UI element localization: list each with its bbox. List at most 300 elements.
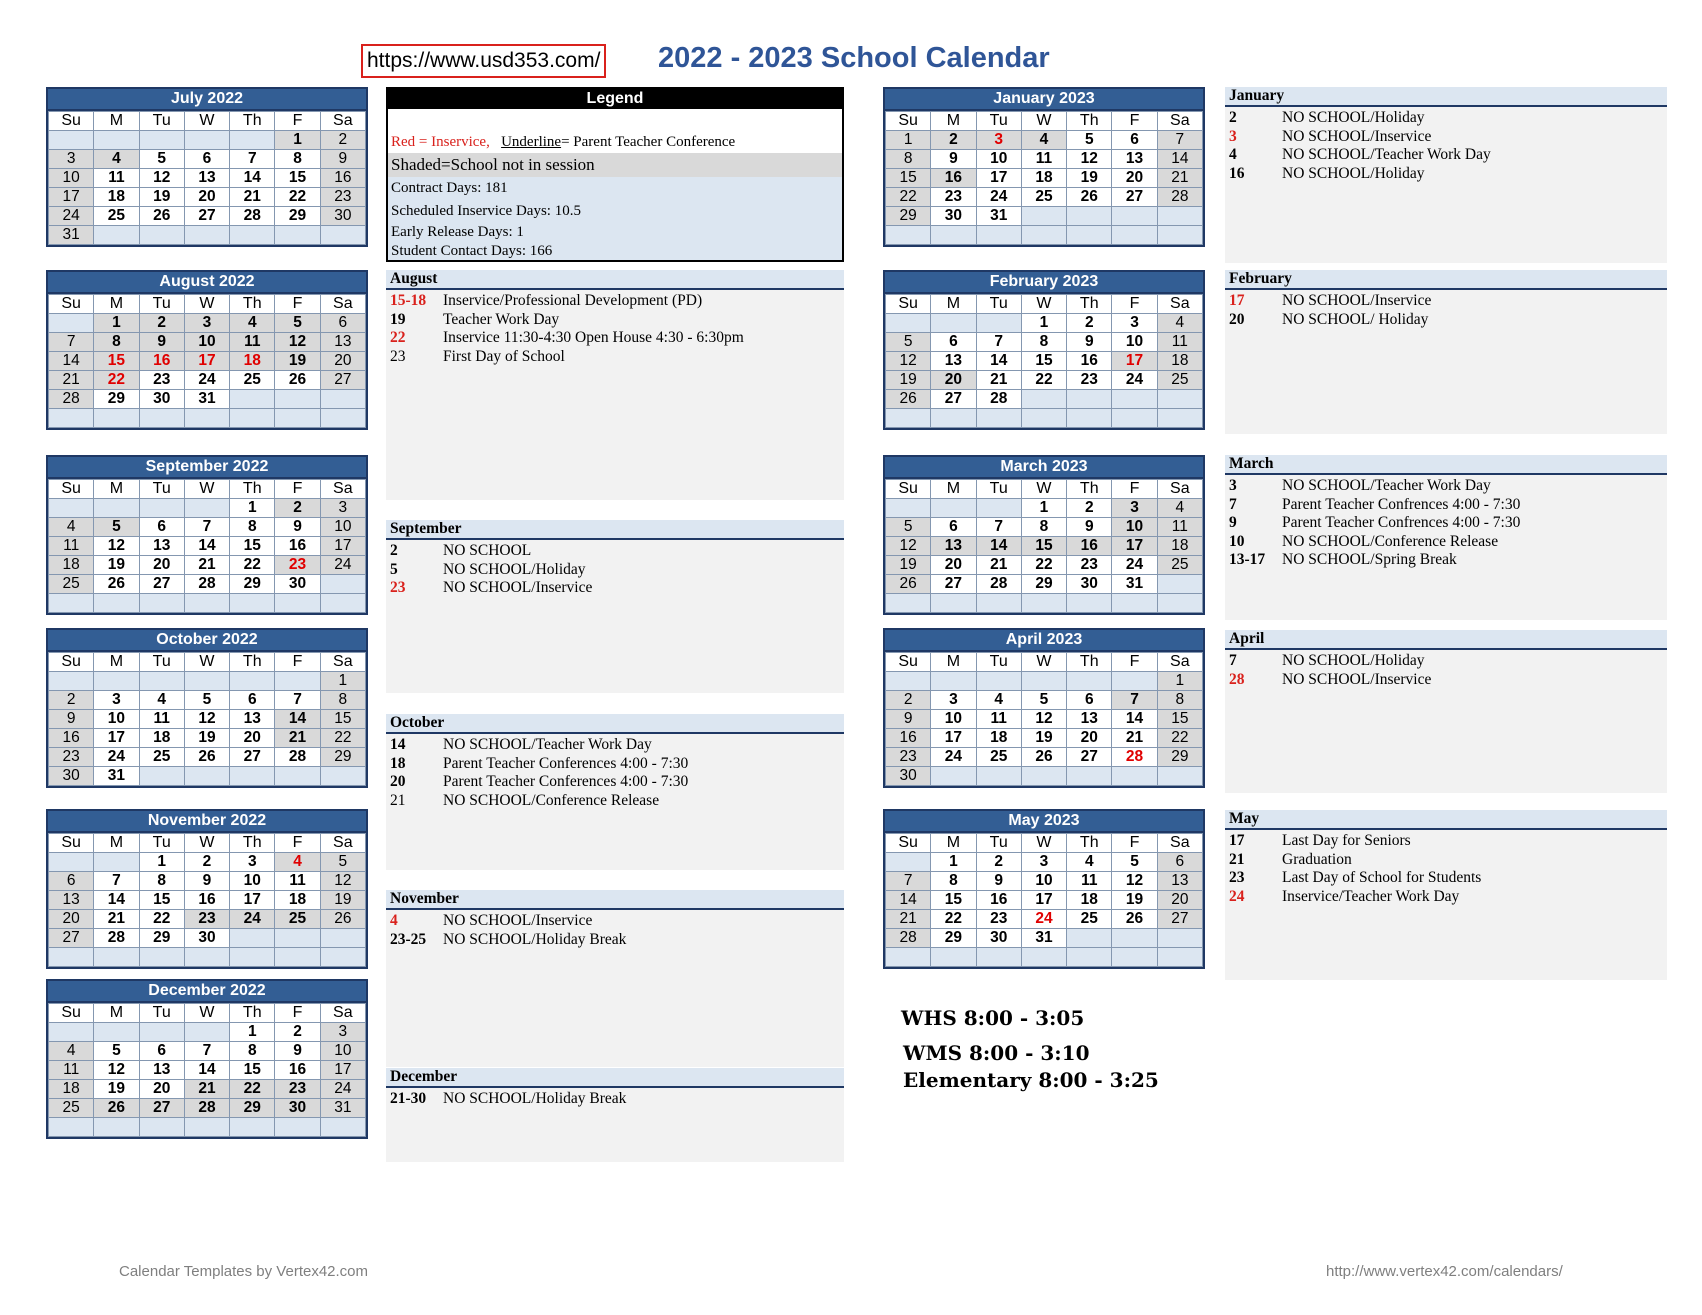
calendar-day: 7	[230, 150, 275, 169]
calendar-day: 11	[94, 169, 139, 188]
calendar-day: 11	[49, 1061, 94, 1080]
calendar-month-title: January 2023	[885, 89, 1203, 111]
calendar-day: 7	[275, 691, 320, 710]
weekday-header: Th	[1067, 295, 1112, 314]
weekday-header: W	[1021, 653, 1066, 672]
calendar-empty-cell	[1157, 390, 1202, 409]
weekday-header: Sa	[320, 295, 365, 314]
calendar-day: 4	[49, 1042, 94, 1061]
weekday-header: Th	[1067, 112, 1112, 131]
calendar-day: 11	[1157, 518, 1202, 537]
calendar-day: 27	[1157, 910, 1202, 929]
weekday-header: F	[1112, 653, 1157, 672]
weekday-header: F	[1112, 112, 1157, 131]
calendar-empty-cell	[230, 767, 275, 786]
calendar-day: 29	[931, 929, 976, 948]
calendar-empty-cell	[1021, 767, 1066, 786]
calendar-day: 18	[976, 729, 1021, 748]
calendar-month-title: March 2023	[885, 457, 1203, 479]
calendar-empty-cell	[184, 767, 229, 786]
calendar-day: 5	[886, 333, 931, 352]
event-date: 19	[390, 310, 406, 328]
calendar-day: 4	[94, 150, 139, 169]
legend-key-row	[388, 131, 842, 153]
calendar-day: 21	[1157, 169, 1202, 188]
school-url-link[interactable]: https://www.usd353.com/	[361, 44, 606, 78]
weekday-header: Tu	[139, 834, 184, 853]
event-description: NO SCHOOL/Teacher Work Day	[1282, 146, 1491, 163]
calendar-empty-cell	[49, 409, 94, 428]
event-date: 3	[1229, 477, 1237, 494]
calendar-day: 16	[139, 352, 184, 371]
event-description: NO SCHOOL/Conference Release	[1282, 532, 1499, 550]
calendar-day: 14	[184, 1061, 229, 1080]
calendar-day: 17	[49, 188, 94, 207]
calendar-empty-cell	[1112, 594, 1157, 613]
calendar-day: 30	[275, 575, 320, 594]
calendar-day: 17	[94, 729, 139, 748]
calendar-day: 4	[49, 518, 94, 537]
calendar-day: 5	[94, 518, 139, 537]
calendar-day: 5	[275, 314, 320, 333]
event-date: 4	[390, 912, 398, 929]
calendar-empty-cell	[230, 390, 275, 409]
calendar-empty-cell	[886, 672, 931, 691]
calendar-empty-cell	[49, 1023, 94, 1042]
calendar-day: 6	[139, 518, 184, 537]
event-date: 20	[1229, 310, 1245, 328]
calendar-day: 7	[886, 872, 931, 891]
calendar-empty-cell	[275, 594, 320, 613]
calendar-day: 14	[230, 169, 275, 188]
events-april	[1225, 630, 1667, 793]
event-description: Teacher Work Day	[443, 310, 560, 328]
calendar-month-title: October 2022	[48, 630, 366, 652]
calendar-empty-cell	[184, 131, 229, 150]
calendar-day: 25	[49, 1099, 94, 1118]
event-date: 13-17	[1229, 551, 1266, 568]
calendar-day: 19	[184, 729, 229, 748]
event-description: NO SCHOOL/Inservice	[1282, 127, 1432, 145]
calendar-month-title: July 2022	[48, 89, 366, 111]
calendar-empty-cell	[49, 1118, 94, 1137]
calendar-day: 3	[320, 499, 365, 518]
weekday-header: Th	[230, 480, 275, 499]
event-date: 23	[390, 579, 406, 596]
calendar-day: 29	[1021, 575, 1066, 594]
weekday-header: Th	[230, 295, 275, 314]
calendar-day: 5	[1021, 691, 1066, 710]
calendar-day: 12	[275, 333, 320, 352]
calendar-day: 1	[1021, 314, 1066, 333]
calendar-day: 11	[1157, 333, 1202, 352]
calendar-day: 30	[931, 207, 976, 226]
legend-panel	[386, 87, 844, 262]
weekday-header: M	[931, 295, 976, 314]
calendar-day: 19	[320, 891, 365, 910]
calendar-empty-cell	[1112, 929, 1157, 948]
calendar-day: 6	[49, 872, 94, 891]
event-date: 23	[390, 347, 406, 365]
legend-shaded: Shaded=School not in session	[388, 153, 842, 177]
weekday-header: W	[184, 295, 229, 314]
calendar-day: 4	[1157, 314, 1202, 333]
calendar-day: 30	[139, 390, 184, 409]
calendar-empty-cell	[1021, 948, 1066, 967]
calendar-day: 26	[94, 1099, 139, 1118]
calendar-empty-cell	[275, 767, 320, 786]
calendar-empty-cell	[139, 672, 184, 691]
calendar-empty-cell	[230, 948, 275, 967]
calendar-day: 28	[49, 390, 94, 409]
calendar-day: 24	[320, 556, 365, 575]
calendar-empty-cell	[320, 409, 365, 428]
calendar-day: 28	[94, 929, 139, 948]
weekday-header: Sa	[320, 834, 365, 853]
events-month-title: August	[386, 270, 844, 290]
calendar-empty-cell	[1157, 226, 1202, 245]
calendar-day: 23	[275, 1080, 320, 1099]
event-description: Parent Teacher Conferences 4:00 - 7:30	[443, 754, 689, 772]
calendar-day: 29	[275, 207, 320, 226]
weekday-header: Tu	[976, 834, 1021, 853]
calendar-day: 17	[320, 1061, 365, 1080]
calendar-month-title: February 2023	[885, 272, 1203, 294]
events-month-title: September	[386, 520, 844, 540]
weekday-header: W	[184, 112, 229, 131]
calendar-empty-cell	[1112, 226, 1157, 245]
weekday-header: Th	[1067, 834, 1112, 853]
weekday-header: W	[184, 480, 229, 499]
calendar-day: 9	[886, 710, 931, 729]
calendar-day: 15	[230, 1061, 275, 1080]
calendar-day: 26	[1021, 748, 1066, 767]
calendar-day: 14	[49, 352, 94, 371]
weekday-header: F	[275, 1004, 320, 1023]
calendar-empty-cell	[976, 672, 1021, 691]
calendar-day: 20	[931, 371, 976, 390]
calendar-day: 23	[139, 371, 184, 390]
calendar-day: 12	[139, 169, 184, 188]
calendar-day: 31	[976, 207, 1021, 226]
calendar-day: 16	[886, 729, 931, 748]
calendar-day: 26	[275, 371, 320, 390]
event-description: NO SCHOOL/ Holiday	[1282, 310, 1429, 328]
weekday-header: Sa	[1157, 480, 1202, 499]
event-description: NO SCHOOL/Holiday Break	[443, 930, 627, 948]
event-description: NO SCHOOL/Holiday	[1282, 652, 1425, 669]
calendar-day: 17	[1021, 891, 1066, 910]
calendar-day: 25	[1067, 910, 1112, 929]
calendar-day: 7	[1112, 691, 1157, 710]
calendar-empty-cell	[1157, 409, 1202, 428]
calendar-empty-cell	[184, 409, 229, 428]
weekday-header: Tu	[139, 112, 184, 131]
weekday-header: Sa	[1157, 295, 1202, 314]
calendar-day: 10	[320, 1042, 365, 1061]
events-month-title: October	[386, 714, 844, 734]
event-description: Parent Teacher Conferences 4:00 - 7:30	[443, 773, 689, 790]
calendar-day: 29	[1157, 748, 1202, 767]
weekday-header: M	[94, 480, 139, 499]
calendar-empty-cell	[1112, 948, 1157, 967]
calendar-december-2022	[46, 979, 368, 1139]
hours-elementary: Elementary 8:00 - 3:25	[903, 1068, 1159, 1092]
calendar-day: 28	[976, 575, 1021, 594]
calendar-day: 29	[320, 748, 365, 767]
event-date: 4	[1229, 146, 1237, 163]
calendar-day: 25	[1021, 188, 1066, 207]
calendar-day: 25	[230, 371, 275, 390]
events-january	[1225, 87, 1667, 263]
calendar-empty-cell	[94, 1023, 139, 1042]
calendar-day: 18	[94, 188, 139, 207]
calendar-empty-cell	[94, 948, 139, 967]
calendar-day: 10	[1021, 872, 1066, 891]
calendar-empty-cell	[1112, 672, 1157, 691]
footer-link[interactable]: http://www.vertex42.com/calendars/	[1326, 1263, 1563, 1280]
event-description: NO SCHOOL/Holiday	[1282, 164, 1425, 182]
calendar-empty-cell	[1067, 594, 1112, 613]
calendar-day: 2	[275, 1023, 320, 1042]
calendar-day: 27	[931, 390, 976, 409]
event-date: 5	[390, 560, 398, 578]
calendar-day: 3	[1112, 314, 1157, 333]
calendar-empty-cell	[230, 672, 275, 691]
calendar-empty-cell	[886, 226, 931, 245]
calendar-empty-cell	[1157, 207, 1202, 226]
calendar-day: 24	[976, 188, 1021, 207]
calendar-day: 8	[230, 518, 275, 537]
calendar-day: 23	[976, 910, 1021, 929]
calendar-day: 10	[976, 150, 1021, 169]
weekday-header: Th	[230, 112, 275, 131]
calendar-empty-cell	[1067, 226, 1112, 245]
calendar-day: 13	[1112, 150, 1157, 169]
calendar-empty-cell	[1021, 594, 1066, 613]
calendar-may-2023	[883, 809, 1205, 969]
calendar-empty-cell	[1067, 929, 1112, 948]
calendar-day: 10	[320, 518, 365, 537]
calendar-month-title: August 2022	[48, 272, 366, 294]
weekday-header: M	[931, 112, 976, 131]
page-title: 2022 - 2023 School Calendar	[658, 42, 1050, 74]
event-description: NO SCHOOL/Conference Release	[443, 791, 660, 809]
event-description: Parent Teacher Confrences 4:00 - 7:30	[1282, 514, 1521, 531]
event-date: 28	[1229, 670, 1245, 688]
calendar-empty-cell	[976, 226, 1021, 245]
calendar-day: 22	[139, 910, 184, 929]
calendar-day: 16	[1067, 352, 1112, 371]
calendar-day: 31	[94, 767, 139, 786]
calendar-day: 16	[49, 729, 94, 748]
calendar-day: 18	[230, 352, 275, 371]
calendar-empty-cell	[94, 672, 139, 691]
calendar-day: 21	[275, 729, 320, 748]
calendar-day: 19	[1067, 169, 1112, 188]
calendar-day: 18	[1157, 537, 1202, 556]
weekday-header: Tu	[976, 295, 1021, 314]
weekday-header: Su	[49, 653, 94, 672]
calendar-day: 1	[1021, 499, 1066, 518]
calendar-day: 28	[275, 748, 320, 767]
calendar-day: 8	[931, 872, 976, 891]
calendar-day: 30	[886, 767, 931, 786]
calendar-day: 1	[230, 499, 275, 518]
weekday-header: Tu	[976, 653, 1021, 672]
event-date: 17	[1229, 832, 1245, 849]
calendar-day: 4	[1021, 131, 1066, 150]
calendar-empty-cell	[94, 1118, 139, 1137]
calendar-day: 27	[1112, 188, 1157, 207]
calendar-day: 3	[230, 853, 275, 872]
calendar-empty-cell	[184, 948, 229, 967]
event-description: First Day of School	[443, 347, 565, 365]
calendar-empty-cell	[886, 948, 931, 967]
calendar-day: 31	[320, 1099, 365, 1118]
calendar-day: 21	[1112, 729, 1157, 748]
calendar-day: 18	[139, 729, 184, 748]
calendar-empty-cell	[94, 409, 139, 428]
event-date: 24	[1229, 887, 1245, 905]
calendar-day: 13	[1157, 872, 1202, 891]
calendar-empty-cell	[886, 314, 931, 333]
calendar-empty-cell	[1112, 207, 1157, 226]
events-october	[386, 714, 844, 870]
weekday-header: M	[931, 653, 976, 672]
calendar-day: 2	[184, 853, 229, 872]
event-description: Graduation	[1282, 850, 1352, 868]
event-description: NO SCHOOL/Holiday Break	[443, 1090, 627, 1107]
calendar-day: 23	[886, 748, 931, 767]
calendar-day: 7	[184, 518, 229, 537]
calendar-september-2022	[46, 455, 368, 615]
calendar-empty-cell	[184, 1023, 229, 1042]
calendar-day: 12	[886, 537, 931, 556]
weekday-header: F	[275, 653, 320, 672]
calendar-day: 20	[1067, 729, 1112, 748]
calendar-day: 15	[1021, 352, 1066, 371]
calendar-day: 29	[94, 390, 139, 409]
calendar-day: 1	[275, 131, 320, 150]
calendar-empty-cell	[320, 929, 365, 948]
calendar-empty-cell	[931, 594, 976, 613]
calendar-empty-cell	[1021, 226, 1066, 245]
calendar-day: 2	[976, 853, 1021, 872]
calendar-day: 17	[1112, 352, 1157, 371]
event-description: NO SCHOOL/Spring Break	[1282, 551, 1457, 568]
calendar-day: 3	[1112, 499, 1157, 518]
event-description: NO SCHOOL/Holiday	[443, 560, 586, 578]
calendar-day: 12	[94, 1061, 139, 1080]
calendar-day: 13	[184, 169, 229, 188]
event-description: NO SCHOOL	[443, 542, 532, 559]
legend-inservice-days: Scheduled Inservice Days: 10.5	[391, 203, 581, 219]
calendar-day: 19	[94, 1080, 139, 1099]
event-description: NO SCHOOL/Inservice	[443, 579, 593, 596]
calendar-empty-cell	[320, 948, 365, 967]
calendar-day: 28	[1157, 188, 1202, 207]
calendar-empty-cell	[1157, 767, 1202, 786]
calendar-month-title: April 2023	[885, 630, 1203, 652]
calendar-day: 8	[1157, 691, 1202, 710]
calendar-empty-cell	[139, 594, 184, 613]
calendar-empty-cell	[184, 672, 229, 691]
weekday-header: Th	[230, 1004, 275, 1023]
weekday-header: M	[94, 1004, 139, 1023]
calendar-day: 10	[1112, 518, 1157, 537]
calendar-day: 6	[931, 518, 976, 537]
weekday-header: M	[931, 834, 976, 853]
calendar-day: 10	[49, 169, 94, 188]
calendar-day: 30	[184, 929, 229, 948]
calendar-empty-cell	[49, 594, 94, 613]
weekday-header: Sa	[1157, 112, 1202, 131]
calendar-empty-cell	[1021, 390, 1066, 409]
calendar-day: 26	[1067, 188, 1112, 207]
footer-credit: Calendar Templates by Vertex42.com	[119, 1263, 369, 1280]
event-date: 23	[1229, 869, 1245, 886]
calendar-day: 6	[931, 333, 976, 352]
event-description: NO SCHOOL/Teacher Work Day	[443, 736, 652, 753]
calendar-empty-cell	[275, 948, 320, 967]
calendar-day: 15	[320, 710, 365, 729]
weekday-header: Sa	[1157, 834, 1202, 853]
calendar-day: 22	[94, 371, 139, 390]
calendar-empty-cell	[275, 226, 320, 245]
calendar-day: 24	[1112, 371, 1157, 390]
events-may	[1225, 810, 1667, 980]
calendar-empty-cell	[931, 499, 976, 518]
calendar-day: 24	[1112, 556, 1157, 575]
calendar-day: 21	[94, 910, 139, 929]
calendar-day: 28	[886, 929, 931, 948]
weekday-header: M	[94, 653, 139, 672]
weekday-header: Su	[886, 480, 931, 499]
calendar-day: 19	[275, 352, 320, 371]
calendar-april-2023	[883, 628, 1205, 788]
calendar-day: 9	[1067, 518, 1112, 537]
calendar-day: 13	[49, 891, 94, 910]
weekday-header: Tu	[139, 480, 184, 499]
events-month-title: April	[1225, 630, 1667, 650]
calendar-day: 21	[184, 1080, 229, 1099]
calendar-empty-cell	[1067, 767, 1112, 786]
weekday-header: Th	[1067, 480, 1112, 499]
calendar-day: 27	[320, 371, 365, 390]
calendar-day: 6	[1112, 131, 1157, 150]
weekday-header: Th	[230, 653, 275, 672]
calendar-day: 25	[139, 748, 184, 767]
calendar-day: 3	[976, 131, 1021, 150]
calendar-july-2022	[46, 87, 368, 247]
calendar-day: 1	[1157, 672, 1202, 691]
weekday-header: Sa	[320, 480, 365, 499]
calendar-empty-cell	[94, 594, 139, 613]
calendar-empty-cell	[1157, 929, 1202, 948]
calendar-day: 15	[931, 891, 976, 910]
calendar-day: 2	[931, 131, 976, 150]
calendar-month-title: September 2022	[48, 457, 366, 479]
calendar-day: 11	[49, 537, 94, 556]
calendar-day: 21	[976, 556, 1021, 575]
calendar-day: 21	[49, 371, 94, 390]
calendar-empty-cell	[931, 767, 976, 786]
weekday-header: W	[1021, 480, 1066, 499]
calendar-day: 12	[1112, 872, 1157, 891]
calendar-day: 7	[49, 333, 94, 352]
calendar-day: 22	[1021, 371, 1066, 390]
